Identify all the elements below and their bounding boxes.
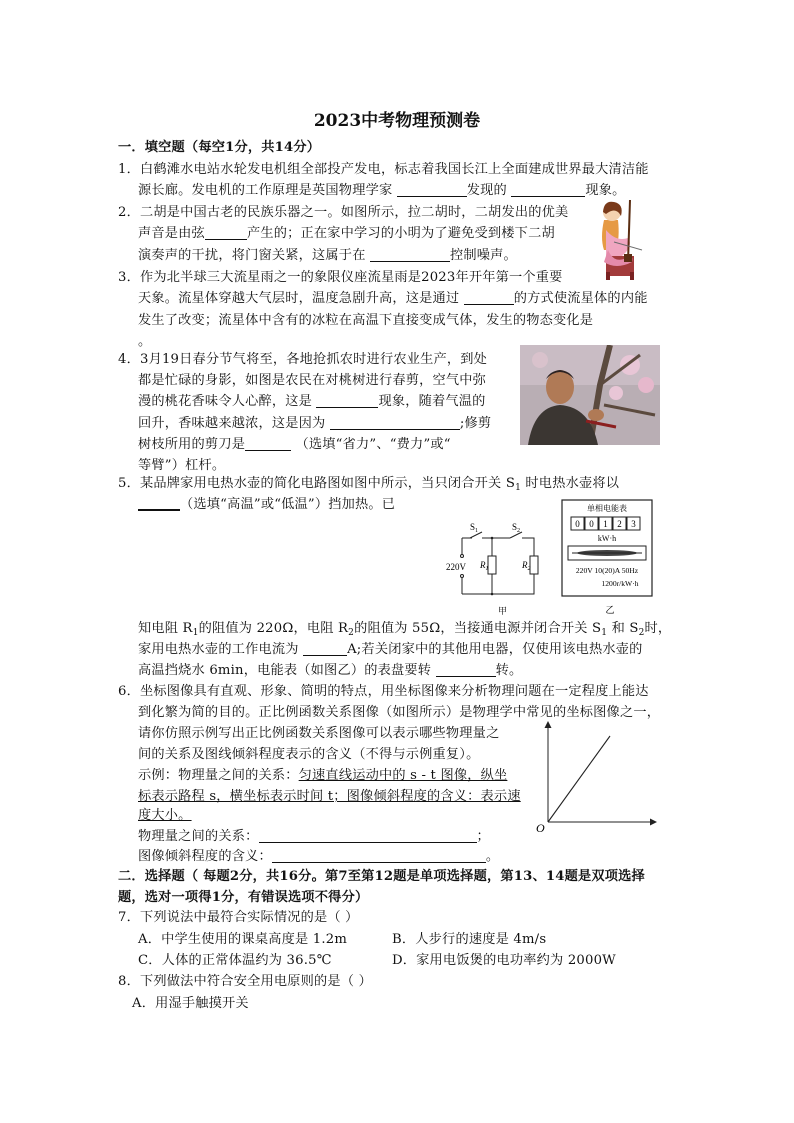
- diagram-yi-label: 乙: [605, 605, 615, 615]
- q5-line1: 5．某品牌家用电热水壶的简化电路图如图中所示，当只闭合开关 $S_1$ 时电热水壶将以: [118, 476, 620, 493]
- q6-line2: 到化繁为简的目的。正比例函数关系图像（如图所示）是物理学中常见的坐标图像之一，: [138, 705, 661, 720]
- switch-s1-label: $S_1$: [470, 522, 479, 534]
- erhu-player-illustration: [594, 198, 646, 280]
- q6-line9: 图像倾斜程度的含义： 。: [138, 849, 500, 864]
- q6-line4: 间的关系及图线倾斜程度表示的含义（不得与示例重复）。: [138, 747, 480, 762]
- q4-line1: 4．3月19日春分节气将至，各地抢抓农时进行农业生产，到处: [118, 352, 488, 367]
- q1-line2: 源长廊。发电机的工作原理是英国物理学家 发现的 现象。: [138, 183, 626, 198]
- q2-line3: 演奏声的干扰，将门窗关紧，这属于在 控制噪声。: [138, 248, 517, 263]
- q3-blank-1[interactable]: [464, 290, 514, 305]
- q6-line3: 请你仿照示例写出正比例函数关系图像可以表示哪些物理量之: [138, 726, 500, 741]
- q6-line1: 6．坐标图像具有直观、形象、简明的特点，用坐标图像来分析物理问题在一定程度上能达: [118, 684, 649, 699]
- q4-line4: 回升，香味越来越浓，这是因为 ;修剪: [138, 416, 492, 431]
- q6-line7: 度大小。: [138, 808, 192, 823]
- farmer-pruning-photo: [520, 345, 660, 445]
- meter-spec: 220V 10(20)A 50Hz: [575, 566, 639, 575]
- q6-blank-2[interactable]: [272, 848, 486, 863]
- section-heading-choice-line2: 题，选对一项得1分，有错误选项不得分）: [118, 890, 369, 905]
- q4-line5: 树枝所用的剪刀是 （选填“省力”、“费力”或“: [138, 437, 451, 452]
- q5-line4: 家用电热水壶的工作电流为 A;若关闭家中的其他用电器，仅使用该电热水壶的: [138, 642, 643, 657]
- q5-blank-3[interactable]: [436, 662, 496, 677]
- origin-label: O: [536, 821, 545, 835]
- section-heading-fill-blank: 一．填空题（每空1分，共14分）: [118, 140, 321, 155]
- energy-meter-yi: [558, 496, 658, 618]
- q3-line1: 3．作为北半球三大流星雨之一的象限仪座流星雨是2023年开年第一个重要: [118, 270, 563, 285]
- q4-line2: 都是忙碌的身影，如图是农民在对桃树进行春剪，空气中弥: [138, 373, 487, 388]
- q5-blank-2[interactable]: [303, 641, 347, 656]
- q3-line2: 天象。流星体穿越大气层时，温度急剧升高，这是通过 的方式使流星体的内能: [138, 291, 648, 306]
- q7-option-a[interactable]: A．中学生使用的课桌高度是 1.2m: [138, 932, 348, 947]
- meter-title: 单相电能表: [587, 504, 627, 513]
- q8-stem: 8．下列做法中符合安全用电原则的是（ ）: [118, 974, 372, 989]
- meter-digit: 0: [589, 519, 594, 529]
- q5-line2: （选填“高温”或“低温”）挡加热。已: [138, 495, 395, 515]
- proportional-graph: [530, 718, 660, 838]
- diagram-jia-label: 甲: [498, 606, 508, 616]
- q6-line8: 物理量之间的关系： ；: [138, 829, 490, 844]
- proportional-line: [548, 736, 610, 822]
- q1-line1: 1．白鹤滩水电站水轮发电机组全部投产发电，标志着我国长江上全面建成世界最大清洁能: [118, 162, 649, 177]
- meter-digit: 2: [617, 519, 622, 529]
- q7-option-b[interactable]: B．人步行的速度是 4m/s: [392, 932, 547, 947]
- q7-stem: 7．下列说法中最符合实际情况的是（ ）: [118, 910, 359, 925]
- circuit-diagram-jia: [444, 520, 556, 620]
- q7-option-c[interactable]: C．人体的正常体温约为 36.5℃: [138, 953, 332, 968]
- q2-line2: 声音是由弦 产生的；正在家中学习的小明为了避免受到楼下二胡: [138, 226, 555, 241]
- meter-digit: 1: [603, 519, 608, 529]
- q4-line6: 等臂”）杠杆。: [138, 458, 226, 473]
- q6-line5: 示例：物理量之间的关系：匀速直线运动中的 s - t 图像，纵坐: [138, 768, 508, 783]
- q6-blank-1[interactable]: [259, 828, 477, 843]
- q2-line1: 2．二胡是中国古老的民族乐器之一。如图所示，拉二胡时，二胡发出的优美: [118, 205, 569, 220]
- r1-label: $R_1$: [480, 560, 489, 572]
- q4-blank-2[interactable]: [330, 415, 460, 430]
- meter-rev: 1200r/kW·h: [601, 579, 639, 588]
- q3-line3: 发生了改变；流星体中含有的冰粒在高温下直接变成气体，发生的物态变化是: [138, 313, 594, 328]
- meter-digit: 3: [631, 519, 636, 529]
- q6-line6: 标表示路程 s，横坐标表示时间 t；图像倾斜程度的含义：表示速: [138, 789, 521, 804]
- voltage-label: 220V: [446, 562, 466, 572]
- q2-blank-1[interactable]: [205, 225, 247, 240]
- q4-blank-1[interactable]: [316, 393, 378, 408]
- meter-unit: kW·h: [597, 534, 617, 543]
- switch-s2-label: $S_2$: [512, 522, 521, 534]
- r2-label: $R_2$: [522, 560, 531, 572]
- q1-blank-2[interactable]: [511, 182, 585, 197]
- q7-option-d[interactable]: D．家用电饭煲的电功率约为 2000W: [392, 953, 616, 968]
- q4-line3: 漫的桃花香味令人心醉，这是 现象，随着气温的: [138, 394, 486, 409]
- q5-line5: 高温挡烧水 6min，电能表（如图乙）的表盘要转 转。: [138, 663, 523, 678]
- page-title: 2023中考物理预测卷: [313, 111, 481, 131]
- q3-line4: 。: [138, 334, 152, 349]
- section-heading-choice-line1: 二．选择题（ 每题2分，共16分。第7至第12题是单项选择题，第13、14题是双项选择: [118, 869, 645, 884]
- q1-blank-1[interactable]: [397, 182, 467, 197]
- q8-option-a[interactable]: A．用湿手触摸开关: [132, 996, 249, 1011]
- meter-digit: 0: [575, 519, 580, 529]
- q4-blank-3[interactable]: [245, 436, 291, 451]
- q5-blank-1[interactable]: [138, 495, 180, 511]
- q5-line3: 知电阻 $R_1$的阻值为 220Ω，电阻 $R_2$的阻值为 55Ω，当接通电源并闭合开关 $S_1$ 和 $S_2$时，: [138, 621, 672, 638]
- q2-blank-2[interactable]: [370, 247, 450, 262]
